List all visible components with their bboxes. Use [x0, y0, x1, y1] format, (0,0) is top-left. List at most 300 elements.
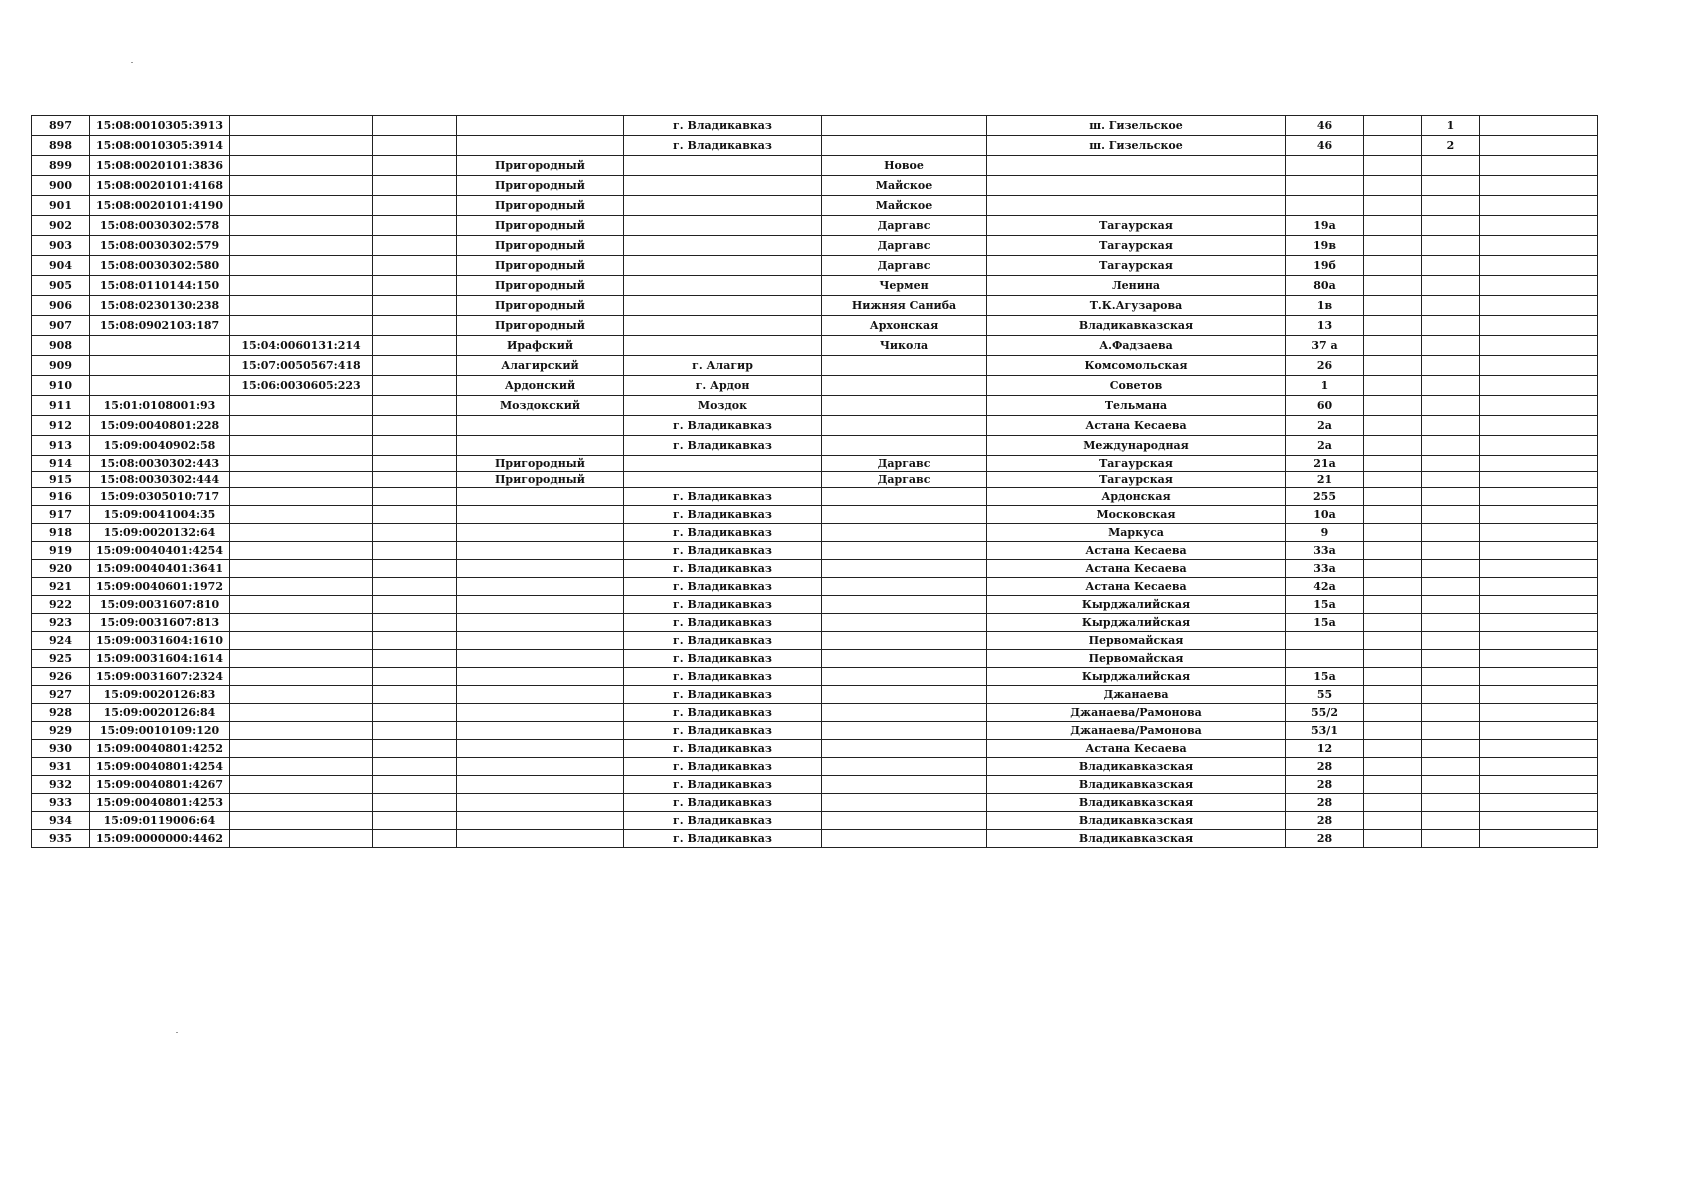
table-row: [32, 436, 1598, 456]
cadastral-number-alt-cell: [230, 632, 373, 650]
row-number-cell: 919: [32, 542, 90, 560]
street-cell: Владикавказская: [987, 794, 1286, 812]
building-number-cell: [1422, 542, 1480, 560]
cadastral-number-cell: 15:09:0020126:84: [90, 704, 230, 722]
cadastral-number-alt-cell: [230, 156, 373, 176]
row-number-cell: 906: [32, 296, 90, 316]
street-cell: Международная: [987, 436, 1286, 456]
column-10-cell: [1364, 506, 1422, 524]
settlement-cell: [822, 116, 987, 136]
column-12-cell: [1480, 830, 1598, 848]
house-number-cell: 55: [1286, 686, 1364, 704]
column-10-cell: [1364, 578, 1422, 596]
street-cell: Джанаева/Рамонова: [987, 722, 1286, 740]
row-number-cell: 921: [32, 578, 90, 596]
street-cell: ш. Гизельское: [987, 116, 1286, 136]
cadastral-number-alt-cell: [230, 236, 373, 256]
column-10-cell: [1364, 472, 1422, 488]
cadastral-number-alt-cell: [230, 776, 373, 794]
column-12-cell: [1480, 472, 1598, 488]
settlement-cell: Даргавс: [822, 256, 987, 276]
table-row: [32, 488, 1598, 506]
cadastral-number-alt-cell: [230, 650, 373, 668]
settlement-cell: Новое: [822, 156, 987, 176]
cadastral-number-alt-cell: [230, 506, 373, 524]
cadastral-number-cell: 15:09:0040401:3641: [90, 560, 230, 578]
cadastral-number-alt-cell: 15:07:0050567:418: [230, 356, 373, 376]
city-cell: г. Владикавказ: [624, 830, 822, 848]
city-cell: г. Алагир: [624, 356, 822, 376]
district-cell: [457, 740, 624, 758]
column-10-cell: [1364, 812, 1422, 830]
building-number-cell: [1422, 578, 1480, 596]
house-number-cell: 28: [1286, 812, 1364, 830]
column-12-cell: [1480, 156, 1598, 176]
building-number-cell: [1422, 276, 1480, 296]
cadastral-number-cell: 15:09:0020126:83: [90, 686, 230, 704]
column-12-cell: [1480, 436, 1598, 456]
column-3-cell: [373, 614, 457, 632]
cadastral-number-cell: [90, 356, 230, 376]
cadastral-number-alt-cell: [230, 542, 373, 560]
city-cell: г. Владикавказ: [624, 614, 822, 632]
column-10-cell: [1364, 336, 1422, 356]
table-row: [32, 812, 1598, 830]
cadastral-number-alt-cell: [230, 596, 373, 614]
cadastral-number-cell: 15:09:0040801:4253: [90, 794, 230, 812]
column-10-cell: [1364, 136, 1422, 156]
column-12-cell: [1480, 136, 1598, 156]
column-12-cell: [1480, 196, 1598, 216]
row-number-cell: 934: [32, 812, 90, 830]
settlement-cell: [822, 704, 987, 722]
table-row: [32, 830, 1598, 848]
table-row: [32, 614, 1598, 632]
column-10-cell: [1364, 436, 1422, 456]
column-3-cell: [373, 488, 457, 506]
column-12-cell: [1480, 216, 1598, 236]
district-cell: [457, 830, 624, 848]
column-12-cell: [1480, 686, 1598, 704]
house-number-cell: 33а: [1286, 560, 1364, 578]
cadastral-number-cell: 15:09:0031607:810: [90, 596, 230, 614]
column-12-cell: [1480, 560, 1598, 578]
settlement-cell: [822, 758, 987, 776]
street-cell: Московская: [987, 506, 1286, 524]
house-number-cell: 19б: [1286, 256, 1364, 276]
cadastral-number-cell: 15:09:0040801:4252: [90, 740, 230, 758]
column-10-cell: [1364, 632, 1422, 650]
city-cell: г. Владикавказ: [624, 794, 822, 812]
column-12-cell: [1480, 506, 1598, 524]
building-number-cell: [1422, 396, 1480, 416]
street-cell: Джанаева: [987, 686, 1286, 704]
cadastral-number-cell: [90, 336, 230, 356]
house-number-cell: 13: [1286, 316, 1364, 336]
house-number-cell: 15а: [1286, 614, 1364, 632]
column-3-cell: [373, 704, 457, 722]
cadastral-number-alt-cell: [230, 456, 373, 472]
street-cell: [987, 196, 1286, 216]
cadastral-number-alt-cell: [230, 794, 373, 812]
cadastral-number-alt-cell: [230, 686, 373, 704]
house-number-cell: [1286, 196, 1364, 216]
column-12-cell: [1480, 256, 1598, 276]
column-10-cell: [1364, 686, 1422, 704]
row-number-cell: 910: [32, 376, 90, 396]
cadastral-number-cell: 15:08:0030302:580: [90, 256, 230, 276]
street-cell: А.Фадзаева: [987, 336, 1286, 356]
city-cell: [624, 236, 822, 256]
column-10-cell: [1364, 668, 1422, 686]
registry-table: [31, 115, 1598, 848]
house-number-cell: [1286, 650, 1364, 668]
street-cell: Тагаурская: [987, 216, 1286, 236]
settlement-cell: [822, 396, 987, 416]
district-cell: Пригородный: [457, 456, 624, 472]
cadastral-number-cell: 15:08:0902103:187: [90, 316, 230, 336]
settlement-cell: [822, 740, 987, 758]
table-row: [32, 196, 1598, 216]
street-cell: [987, 156, 1286, 176]
city-cell: г. Владикавказ: [624, 136, 822, 156]
column-3-cell: [373, 472, 457, 488]
city-cell: г. Владикавказ: [624, 632, 822, 650]
street-cell: Тагаурская: [987, 256, 1286, 276]
row-number-cell: 930: [32, 740, 90, 758]
cadastral-number-alt-cell: [230, 722, 373, 740]
building-number-cell: 1: [1422, 116, 1480, 136]
street-cell: Первомайская: [987, 650, 1286, 668]
column-12-cell: [1480, 596, 1598, 614]
column-10-cell: [1364, 216, 1422, 236]
city-cell: г. Владикавказ: [624, 776, 822, 794]
house-number-cell: 21а: [1286, 456, 1364, 472]
settlement-cell: [822, 560, 987, 578]
cadastral-number-alt-cell: [230, 578, 373, 596]
district-cell: [457, 722, 624, 740]
street-cell: Ленина: [987, 276, 1286, 296]
column-12-cell: [1480, 794, 1598, 812]
house-number-cell: 26: [1286, 356, 1364, 376]
table-row: [32, 596, 1598, 614]
district-cell: Пригородный: [457, 196, 624, 216]
table-row: [32, 632, 1598, 650]
table-row: [32, 506, 1598, 524]
district-cell: [457, 704, 624, 722]
table-row: [32, 236, 1598, 256]
city-cell: г. Владикавказ: [624, 722, 822, 740]
table-row: [32, 376, 1598, 396]
cadastral-number-alt-cell: [230, 472, 373, 488]
column-10-cell: [1364, 116, 1422, 136]
settlement-cell: Даргавс: [822, 236, 987, 256]
house-number-cell: 2а: [1286, 416, 1364, 436]
city-cell: г. Владикавказ: [624, 416, 822, 436]
cadastral-number-cell: 15:09:0010109:120: [90, 722, 230, 740]
city-cell: г. Ардон: [624, 376, 822, 396]
settlement-cell: [822, 136, 987, 156]
house-number-cell: 33а: [1286, 542, 1364, 560]
settlement-cell: [822, 356, 987, 376]
cadastral-number-cell: 15:08:0230130:238: [90, 296, 230, 316]
cadastral-number-alt-cell: 15:04:0060131:214: [230, 336, 373, 356]
table-row: [32, 316, 1598, 336]
district-cell: Пригородный: [457, 316, 624, 336]
table-row: [32, 704, 1598, 722]
building-number-cell: [1422, 776, 1480, 794]
cadastral-number-alt-cell: [230, 614, 373, 632]
house-number-cell: 21: [1286, 472, 1364, 488]
cadastral-number-alt-cell: [230, 116, 373, 136]
building-number-cell: [1422, 316, 1480, 336]
column-12-cell: [1480, 614, 1598, 632]
row-number-cell: 929: [32, 722, 90, 740]
building-number-cell: [1422, 176, 1480, 196]
house-number-cell: 255: [1286, 488, 1364, 506]
cadastral-number-cell: 15:09:0040801:4267: [90, 776, 230, 794]
column-3-cell: [373, 216, 457, 236]
city-cell: г. Владикавказ: [624, 560, 822, 578]
column-12-cell: [1480, 488, 1598, 506]
building-number-cell: [1422, 740, 1480, 758]
cadastral-number-alt-cell: [230, 704, 373, 722]
settlement-cell: [822, 542, 987, 560]
district-cell: [457, 542, 624, 560]
city-cell: г. Владикавказ: [624, 542, 822, 560]
cadastral-number-cell: 15:09:0020132:64: [90, 524, 230, 542]
house-number-cell: 12: [1286, 740, 1364, 758]
city-cell: г. Владикавказ: [624, 524, 822, 542]
settlement-cell: [822, 722, 987, 740]
city-cell: г. Владикавказ: [624, 812, 822, 830]
column-3-cell: [373, 830, 457, 848]
cadastral-number-cell: 15:08:0030302:444: [90, 472, 230, 488]
table-row: [32, 686, 1598, 704]
street-cell: Астана Кесаева: [987, 560, 1286, 578]
cadastral-number-alt-cell: [230, 276, 373, 296]
settlement-cell: [822, 524, 987, 542]
house-number-cell: 1: [1286, 376, 1364, 396]
row-number-cell: 911: [32, 396, 90, 416]
district-cell: [457, 632, 624, 650]
house-number-cell: 28: [1286, 758, 1364, 776]
building-number-cell: [1422, 794, 1480, 812]
building-number-cell: [1422, 812, 1480, 830]
cadastral-number-alt-cell: [230, 176, 373, 196]
table-row: [32, 776, 1598, 794]
column-12-cell: [1480, 176, 1598, 196]
street-cell: Первомайская: [987, 632, 1286, 650]
cadastral-number-cell: 15:09:0031604:1610: [90, 632, 230, 650]
table-row: [32, 668, 1598, 686]
cadastral-number-alt-cell: [230, 216, 373, 236]
column-12-cell: [1480, 722, 1598, 740]
house-number-cell: 28: [1286, 776, 1364, 794]
settlement-cell: Майское: [822, 196, 987, 216]
column-3-cell: [373, 506, 457, 524]
district-cell: Пригородный: [457, 256, 624, 276]
column-10-cell: [1364, 156, 1422, 176]
building-number-cell: [1422, 156, 1480, 176]
street-cell: Владикавказская: [987, 776, 1286, 794]
house-number-cell: 46: [1286, 136, 1364, 156]
column-3-cell: [373, 336, 457, 356]
settlement-cell: [822, 686, 987, 704]
column-3-cell: [373, 686, 457, 704]
table-row: [32, 356, 1598, 376]
building-number-cell: [1422, 596, 1480, 614]
column-10-cell: [1364, 356, 1422, 376]
column-10-cell: [1364, 758, 1422, 776]
cadastral-number-cell: [90, 376, 230, 396]
house-number-cell: 10а: [1286, 506, 1364, 524]
district-cell: Пригородный: [457, 296, 624, 316]
table-row: [32, 578, 1598, 596]
city-cell: г. Владикавказ: [624, 436, 822, 456]
column-10-cell: [1364, 316, 1422, 336]
column-3-cell: [373, 116, 457, 136]
district-cell: [457, 116, 624, 136]
building-number-cell: [1422, 704, 1480, 722]
building-number-cell: [1422, 686, 1480, 704]
column-3-cell: [373, 276, 457, 296]
column-10-cell: [1364, 236, 1422, 256]
column-3-cell: [373, 156, 457, 176]
column-10-cell: [1364, 416, 1422, 436]
row-number-cell: 915: [32, 472, 90, 488]
street-cell: Советов: [987, 376, 1286, 396]
column-10-cell: [1364, 596, 1422, 614]
cadastral-number-alt-cell: [230, 316, 373, 336]
building-number-cell: [1422, 296, 1480, 316]
cadastral-number-cell: 15:08:0010305:3913: [90, 116, 230, 136]
cadastral-number-cell: 15:09:0040801:4254: [90, 758, 230, 776]
row-number-cell: 907: [32, 316, 90, 336]
city-cell: [624, 156, 822, 176]
street-cell: [987, 176, 1286, 196]
building-number-cell: [1422, 560, 1480, 578]
city-cell: Моздок: [624, 396, 822, 416]
house-number-cell: 42а: [1286, 578, 1364, 596]
cadastral-number-cell: 15:09:0031607:813: [90, 614, 230, 632]
row-number-cell: 932: [32, 776, 90, 794]
table-row: [32, 116, 1598, 136]
street-cell: Владикавказская: [987, 758, 1286, 776]
city-cell: г. Владикавказ: [624, 704, 822, 722]
row-number-cell: 912: [32, 416, 90, 436]
house-number-cell: 19а: [1286, 216, 1364, 236]
column-3-cell: [373, 560, 457, 578]
column-3-cell: [373, 578, 457, 596]
column-3-cell: [373, 416, 457, 436]
building-number-cell: [1422, 256, 1480, 276]
settlement-cell: [822, 776, 987, 794]
column-12-cell: [1480, 396, 1598, 416]
city-cell: г. Владикавказ: [624, 686, 822, 704]
street-cell: Тагаурская: [987, 236, 1286, 256]
settlement-cell: [822, 416, 987, 436]
column-10-cell: [1364, 776, 1422, 794]
column-3-cell: [373, 456, 457, 472]
row-number-cell: 927: [32, 686, 90, 704]
column-12-cell: [1480, 812, 1598, 830]
city-cell: [624, 296, 822, 316]
column-10-cell: [1364, 650, 1422, 668]
column-12-cell: [1480, 632, 1598, 650]
city-cell: [624, 176, 822, 196]
city-cell: г. Владикавказ: [624, 740, 822, 758]
column-3-cell: [373, 396, 457, 416]
house-number-cell: [1286, 156, 1364, 176]
cadastral-number-alt-cell: [230, 830, 373, 848]
settlement-cell: Даргавс: [822, 456, 987, 472]
street-cell: Астана Кесаева: [987, 542, 1286, 560]
cadastral-number-alt-cell: [230, 668, 373, 686]
column-10-cell: [1364, 256, 1422, 276]
cadastral-number-alt-cell: [230, 136, 373, 156]
column-12-cell: [1480, 236, 1598, 256]
district-cell: [457, 560, 624, 578]
cadastral-number-alt-cell: [230, 560, 373, 578]
settlement-cell: Майское: [822, 176, 987, 196]
city-cell: [624, 316, 822, 336]
settlement-cell: [822, 506, 987, 524]
table-row: [32, 216, 1598, 236]
table-row: [32, 396, 1598, 416]
row-number-cell: 926: [32, 668, 90, 686]
table-row: [32, 650, 1598, 668]
row-number-cell: 897: [32, 116, 90, 136]
city-cell: г. Владикавказ: [624, 578, 822, 596]
column-10-cell: [1364, 704, 1422, 722]
column-12-cell: [1480, 336, 1598, 356]
house-number-cell: 2а: [1286, 436, 1364, 456]
column-3-cell: [373, 196, 457, 216]
row-number-cell: 909: [32, 356, 90, 376]
district-cell: Пригородный: [457, 156, 624, 176]
row-number-cell: 914: [32, 456, 90, 472]
house-number-cell: 46: [1286, 116, 1364, 136]
column-3-cell: [373, 236, 457, 256]
district-cell: [457, 812, 624, 830]
settlement-cell: Чикола: [822, 336, 987, 356]
column-3-cell: [373, 376, 457, 396]
city-cell: г. Владикавказ: [624, 488, 822, 506]
cadastral-number-alt-cell: 15:06:0030605:223: [230, 376, 373, 396]
building-number-cell: [1422, 650, 1480, 668]
building-number-cell: [1422, 376, 1480, 396]
cadastral-number-cell: 15:09:0305010:717: [90, 488, 230, 506]
row-number-cell: 931: [32, 758, 90, 776]
building-number-cell: [1422, 506, 1480, 524]
building-number-cell: [1422, 336, 1480, 356]
building-number-cell: [1422, 668, 1480, 686]
cadastral-number-alt-cell: [230, 296, 373, 316]
column-3-cell: [373, 316, 457, 336]
cadastral-number-cell: 15:08:0020101:4168: [90, 176, 230, 196]
district-cell: [457, 578, 624, 596]
row-number-cell: 899: [32, 156, 90, 176]
house-number-cell: 15а: [1286, 668, 1364, 686]
building-number-cell: [1422, 416, 1480, 436]
street-cell: Астана Кесаева: [987, 578, 1286, 596]
column-12-cell: [1480, 668, 1598, 686]
scan-speck: [131, 62, 133, 63]
house-number-cell: 19в: [1286, 236, 1364, 256]
column-3-cell: [373, 740, 457, 758]
column-3-cell: [373, 296, 457, 316]
